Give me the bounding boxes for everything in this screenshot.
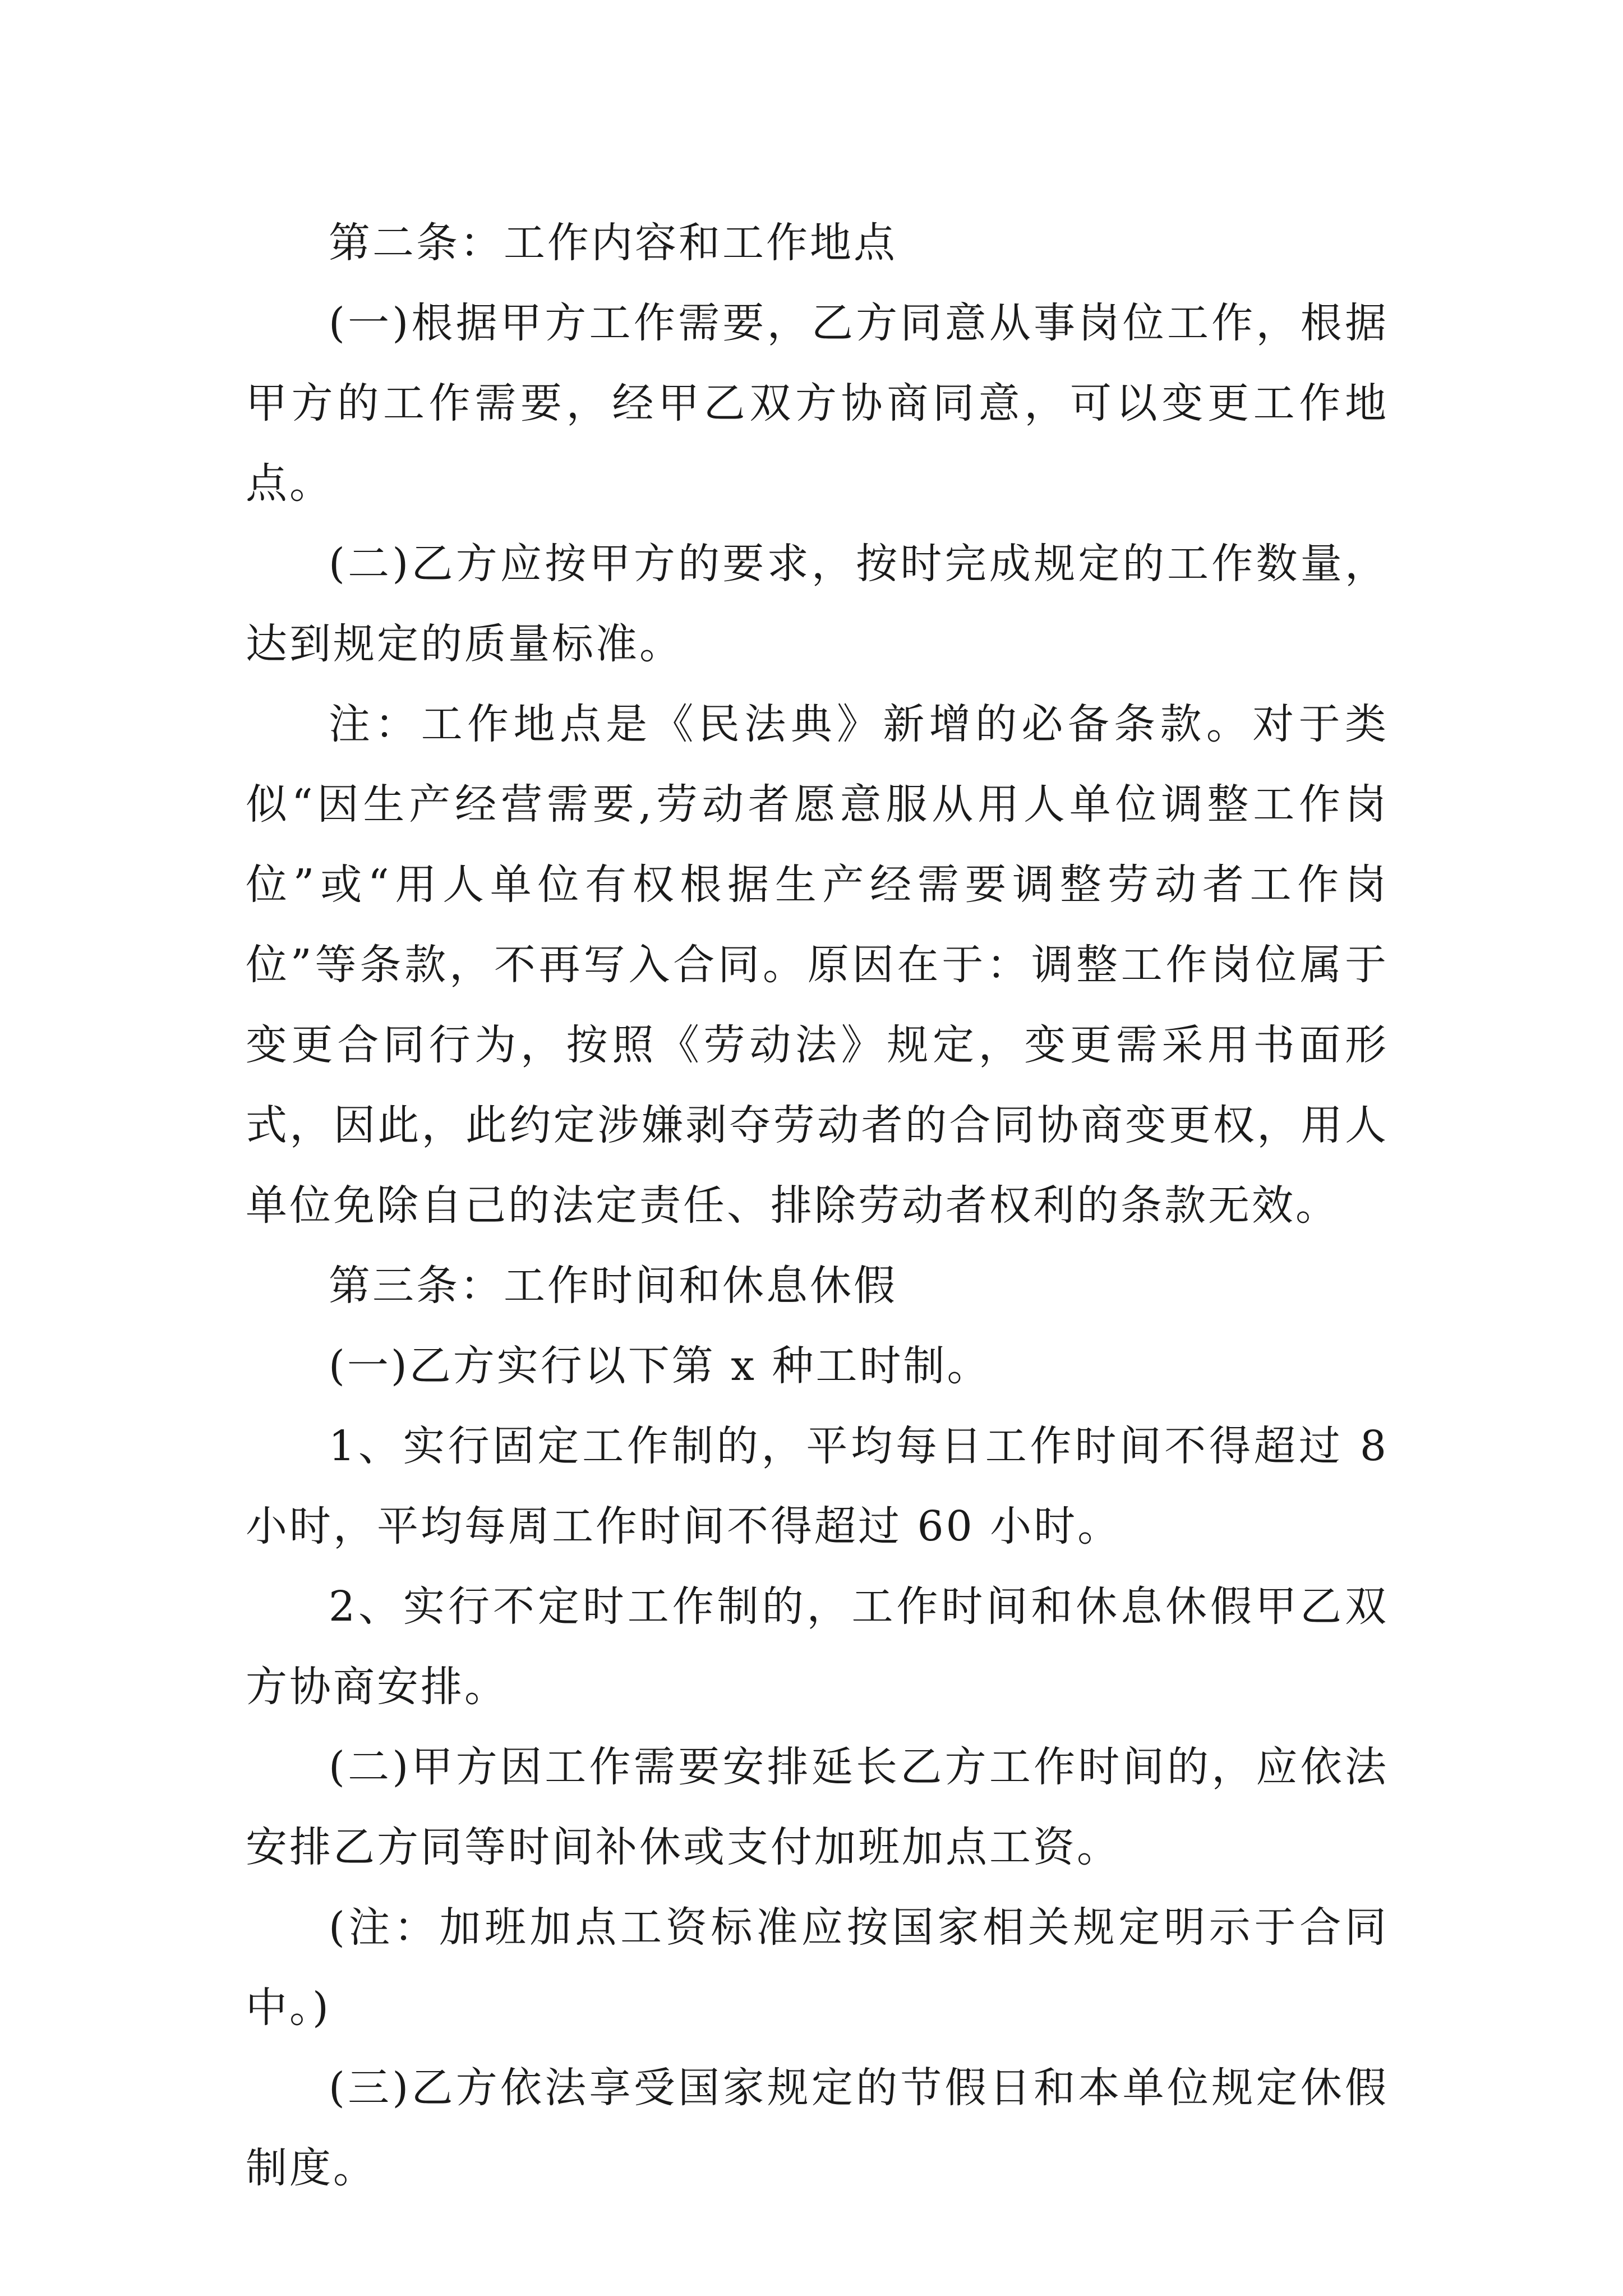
article-3-clause-1: (一)乙方实行以下第 x 种工时制。: [329, 1342, 991, 1390]
article-3-heading: 第三条：工作时间和休息休假: [329, 1262, 897, 1310]
article-2-clause-1: (一)根据甲方工作需要，乙方同意从事岗位工作，根据甲方的工作需要，经甲乙双方协商同意，可以变更工作地点。: [246, 299, 1389, 508]
article-3-clause-3: (三)乙方依法享受国家规定的节假日和本单位规定休假制度。: [246, 2064, 1389, 2192]
article-3-note: (注：加班加点工资标准应按国家相关规定明示于合同中。): [246, 1903, 1389, 2032]
article-2-note: 注：工作地点是《民法典》新增的必备条款。对于类似“因生产经营需要,劳动者愿意服从用人单位调整工作岗位”或“用人单位有权根据生产经需要调整劳动者工作岗位”等条款，不再写入合同。原因在于：调整工作岗位属于变更合同行为，按照《劳动法》规定，变更需采用书面形式，因此，此约定涉嫌剥夺劳动者的合同协商变更权，用人单位免除自己的法定责任、排除劳动者权利的条款无效。: [246, 700, 1389, 1230]
article-2-clause-2: (二)乙方应按甲方的要求，按时完成规定的工作数量，达到规定的质量标准。: [246, 540, 1389, 668]
article-2-heading: 第二条：工作内容和工作地点: [329, 219, 897, 267]
article-3-clause-2: (二)甲方因工作需要安排延长乙方工作时间的，应依法安排乙方同等时间补休或支付加班加点工资。: [246, 1743, 1389, 1871]
article-3-item-1: 1、实行固定工作制的，平均每日工作时间不得超过 8 小时，平均每周工作时间不得超过 60 小时。: [246, 1422, 1389, 1550]
document-body: [246, 203, 1389, 2208]
article-3-item-2: 2、实行不定时工作制的，工作时间和休息休假甲乙双方协商安排。: [246, 1582, 1389, 1711]
